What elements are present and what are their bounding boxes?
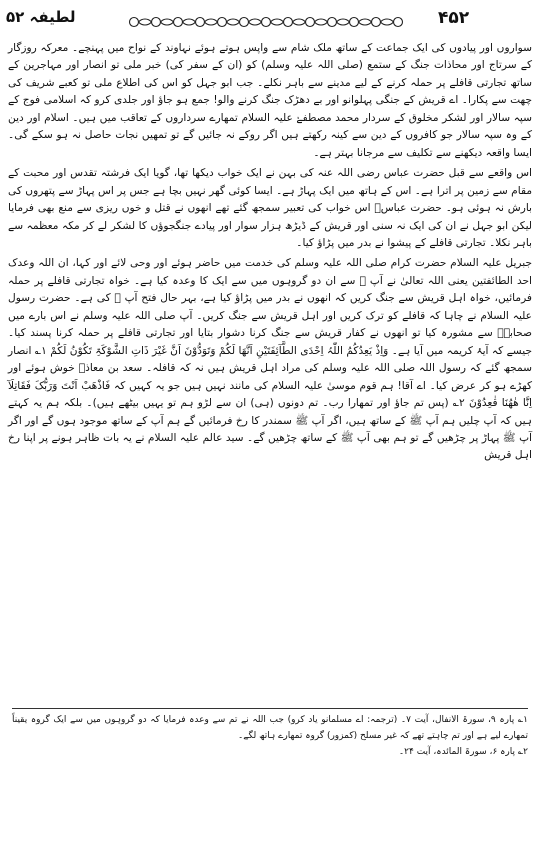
footnotes [12, 712, 528, 760]
page-header [0, 6, 540, 32]
paragraph: اس واقعے سے قبل حضرت عباس رضی اللہ عنہ کی بہن نے ایک خواب دیکھا تھا، گویا ایک فرشتہ تقدس اور محبت کے مقام سے زمین پر اترا ہے۔ اس کے ہاتھ میں ایک پہاڑ ہے۔ ایسا کوئی گھر نہیں بچا ہے جس پر اس پہاڑ سے پتھروں کی بارش نہ ہوئی ہو۔ حضرت عباسؓ اس خواب کی تعبیر سمجھ گئے تھے انھوں نے قتل و خوں ریزی سے منع بھی فرمایا لیکن ابو جہل نے ان کی ایک نہ سنی اور قریش کے ڈیڑھ ہزار سوار اور پیادے جنگجوؤں کا لشکر لے کر مکہ معظمہ سے باہر نکلا۔ تجارتی قافلے کے پیشوا نے بدر میں پڑاؤ کیا۔ [8, 167, 532, 249]
footnote: ۲؎ پارہ ۶، سورۃ المائدہ، آیت ۲۴۔ [398, 747, 528, 757]
page-number: ۴۵۲ [438, 8, 470, 28]
running-title: لطیفہ ۵۲ [6, 8, 76, 26]
paragraph: جبریل علیہ السلام حضرت کرام صلی اللہ علیہ وسلم کی خدمت میں حاضر ہوئے اور وحی لائے اور کہا، ان اللہ وعدک احد الطائفتین یعنی اللہ تعالیٰ نے آپ ﷺ سے ان دو گروہوں میں سے ایک کا وعدہ کیا ہے۔ خواہ تجارتی قافلے پر حملہ فرمائیں، خواہ اہل قریش سے جنگ کریں کہ انھوں نے بدر میں پڑاؤ کیا ہے، بہر حال فتح آپ ﷺ کی ہے۔ حضرت رسول علیہ السلام نے چاہا کہ قافلے کو ترک کریں اور اہل قریش سے جنگ کریں۔ آپ صلی اللہ علیہ وسلم نے اس بارے میں صحابہؓ سے مشورہ کیا تو انھوں نے کفار قریش سے جنگ کرنا دشوار بتایا اور تجارتی قافلے پر حملہ کرنا پسند کیا۔ جیسے کہ آیۂ کریمہ میں آیا ہے۔ وَاِذْ یَعِدُکُمُ اللّٰہُ اِحْدَی الطَّآئِفَتَیْنِ اَنَّھَا لَکُمْ وَتَوَدُّوْنَ اَنَّ غَیْرَ ذَاتِ الشَّوْکَۃِ تَکُوْنُ لَکُمْ ۱؎ انصار سمجھ گئے کہ رسول اللہ صلی اللہ علیہ وسلم کی مراد اہل قریش ہیں نہ کہ قافلہ۔ سعد بن معاذؓ خوش ہوئے اور کھڑے ہو کر عرض کیا۔ اے آقا! ہم قوم موسیٰ علیہ السلام کی مانند نہیں ہیں جو یہ کہیں کہ فَاذْھَبْ اَنْتَ وَرَبُّکَ فَقَاتِلَآ اِنَّا ھٰھُنَا قٰعِدُوْنَ ۲؎ (پس تم جاؤ اور تمھارا رب۔ تم دونوں (ہی) ان سے لڑو ہم تو یہیں بیٹھے ہیں)۔ بلکہ ہم یہ کہتے ہیں کہ آپ چلیں ہم آپ ﷺ کے ساتھ ہیں، اگر آپ ﷺ سمندر کا رخ فرمائیں گے ہم آپ کے ساتھ موجود ہوں گے اور اگر آپ ﷺ پہاڑ پر چڑھیں گے تو ہم بھی آپ ﷺ کے ساتھ چڑھیں گے۔ سید عالم علیہ السلام نے یہ بات ظاہر ہونے پر اپنا رخ اہل قریش [8, 257, 533, 462]
decorative-ornament-border [128, 16, 414, 28]
footnote-divider [12, 708, 528, 709]
paragraph: سواروں اور پیادوں کی ایک جماعت کے ساتھ ملک شام سے واپس ہوتے ہوئے نہاوند کے نواح میں پہنچے۔ معرکہ روزگار کے سرتاج اور محاذات جنگ کے ستمع (صلی اللہ علیہ وسلم) کو (ان کے سفر کی) خبر ملی تو انصار اور مہاجرین کے ساتھ تجارتی قافلے پر حملہ کرنے کے لیے مدینے سے باہر نکلے۔ جب ابو جہل کو اس کی اطلاع ملی تو کعبے شریف کی چھت سے پکارا۔ اے قریش کے جنگی پہلوانو اور بے دھڑک جنگ کرنے والو! جمع ہو جاؤ اور جلدی کرو کہ اسلامی فوج کے سپہ سالار اور لشکر مخلوق کے سردار محمد مصطفےٰ علیہ السلام تمھارے سرداروں کے تعاقب میں ہیں۔ اسلام اور دین کے وہ سپہ سالار جو کافروں کے دین سے کینہ رکھتے ہیں اگر روکے نہ جائیں گے تو تمھیں نجات حاصل نہ ہو سکے گی۔ ایسا واقعہ دیکھنے سے تکلیف سے مرجانا بہتر ہے۔ [8, 42, 532, 159]
footnote: ۱؎ پارہ ۹، سورۃ الانفال، آیت ۷۔ (ترجمہ: اے مسلمانو یاد کرو) جب اللہ نے تم سے وعدہ فرمایا کہ دو گروہوں میں سے ایک گروہ یقیناً تمھارے لیے ہے اور تم چاہتے تھے کہ غیر مسلح (کمزور) گروہ تمھارے ہاتھ لگے۔ [12, 715, 528, 741]
main-text [8, 40, 532, 465]
